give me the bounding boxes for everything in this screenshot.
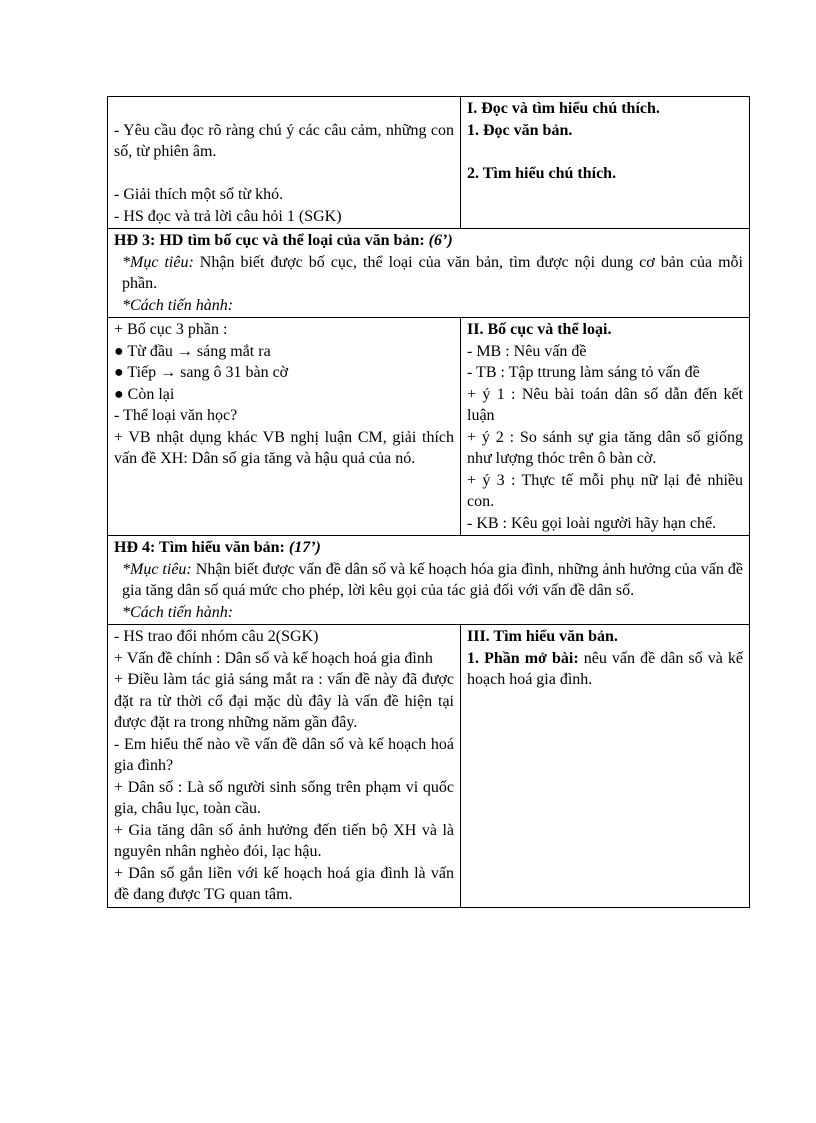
text-line: - Thể loại văn học? (114, 407, 238, 424)
activity-time: (17’) (288, 539, 321, 556)
section-heading: II. Bố cục và thể loại. (467, 321, 612, 338)
text-line: - Em hiểu thế nào về vấn đề dân số và kế hoạch hoá gia đình? (114, 735, 454, 774)
text-line: - TB : Tập ttrung làm sáng tỏ vấn đề (467, 364, 700, 381)
text-line: + Dân số gắn liền với kế hoạch hoá gia đình là vấn đề đang được TG quan tâm. (114, 864, 454, 903)
procedure-label: *Cách tiến hành: (122, 603, 234, 621)
text-line: + ý 3 : Thực tế mỗi phụ nữ lại đẻ nhiều con. (467, 471, 743, 510)
activity-time: (6’) (428, 232, 453, 249)
objective-label: *Mục tiêu: (122, 560, 192, 578)
text-line: + Điều làm tác giả sáng mắt ra : vấn đề này đã được đặt ra từ thời cổ đại mặc dù đây là vấn đề hiện tại được đặt ra trong những năm gần đây. (114, 671, 454, 731)
activity-header-cell (108, 229, 750, 318)
procedure-label: *Cách tiến hành: (122, 296, 234, 314)
text-line: - HS trao đổi nhóm câu 2(SGK) (114, 628, 319, 645)
content-cell (461, 97, 750, 229)
text-line: + ý 2 : So sánh sự gia tăng dân số giống như lượng thóc trên ô bàn cờ. (467, 428, 743, 467)
subsection-heading: 1. Đọc văn bản. (467, 121, 573, 139)
table-row (108, 625, 750, 908)
text-line: ● Tiếp → sang ô 31 bàn cờ (114, 364, 289, 381)
text-line: ● Còn lại (114, 385, 175, 403)
activity-cell (108, 97, 461, 229)
text-line: + Gia tăng dân số ảnh hưởng đến tiến bộ XH và là nguyên nhân nghèo đói, lạc hậu. (114, 821, 454, 860)
content-cell (461, 318, 750, 536)
lesson-plan-table (107, 96, 750, 908)
subsection-label: 1. Phần mở bài: (467, 649, 579, 667)
text-line: - Giải thích một số từ khó. (114, 186, 284, 203)
activity-cell (108, 625, 461, 908)
content-cell (461, 625, 750, 908)
table-row (108, 536, 750, 625)
text-line: - HS đọc và trả lời câu hỏi 1 (SGK) (114, 207, 342, 225)
text-line: + Vấn đề chính : Dân số và kế hoạch hoá gia đình (114, 649, 433, 667)
table-row (108, 229, 750, 318)
text-line: - MB : Nêu vấn đề (467, 342, 587, 360)
table-row (108, 97, 750, 229)
table-row (108, 318, 750, 536)
activity-cell (108, 318, 461, 536)
activity-title: HĐ 3: HD tìm bố cục và thể loại của văn bản: (114, 232, 425, 249)
section-heading: III. Tìm hiểu văn bản. (467, 628, 618, 645)
activity-header-cell (108, 536, 750, 625)
objective-text: Nhận biết được bố cục, thể loại của văn bản, tìm được nội dung cơ bản của mỗi phần. (122, 253, 744, 292)
subsection-heading: 2. Tìm hiểu chú thích. (467, 164, 617, 182)
subsection-text: nêu vấn đề dân số và kế hoạch hoá gia đình. (467, 649, 743, 688)
text-line: - Yêu cầu đọc rõ ràng chú ý các câu cảm, những con số, từ phiên âm. (114, 121, 454, 160)
text-line: + ý 1 : Nêu bài toán dân số dẫn đến kết luận (467, 385, 743, 424)
section-heading: I. Đọc và tìm hiểu chú thích. (467, 100, 660, 117)
text-line: - KB : Kêu gọi loài người hãy hạn chế. (467, 514, 717, 532)
text-line: + VB nhật dụng khác VB nghị luận CM, giải thích vấn đề XH: Dân số gia tăng và hậu quả của nó. (114, 428, 454, 467)
text-line: ● Từ đầu → sáng mắt ra (114, 342, 271, 360)
objective-label: *Mục tiêu: (122, 253, 194, 271)
text-line: + Bố cục 3 phần : (114, 321, 228, 338)
text-line: + Dân số : Là số người sinh sống trên phạm vi quốc gia, châu lục, toàn cầu. (114, 778, 454, 817)
objective-text: Nhận biết được vấn đề dân số và kế hoạch hóa gia đình, những ảnh hưởng của vấn đề gia tăng dân số quá mức cho phép, lời kêu gọi của tác giả đối với vấn đề dân số. (122, 560, 744, 599)
activity-title: HĐ 4: Tìm hiểu văn bản: (114, 539, 285, 556)
